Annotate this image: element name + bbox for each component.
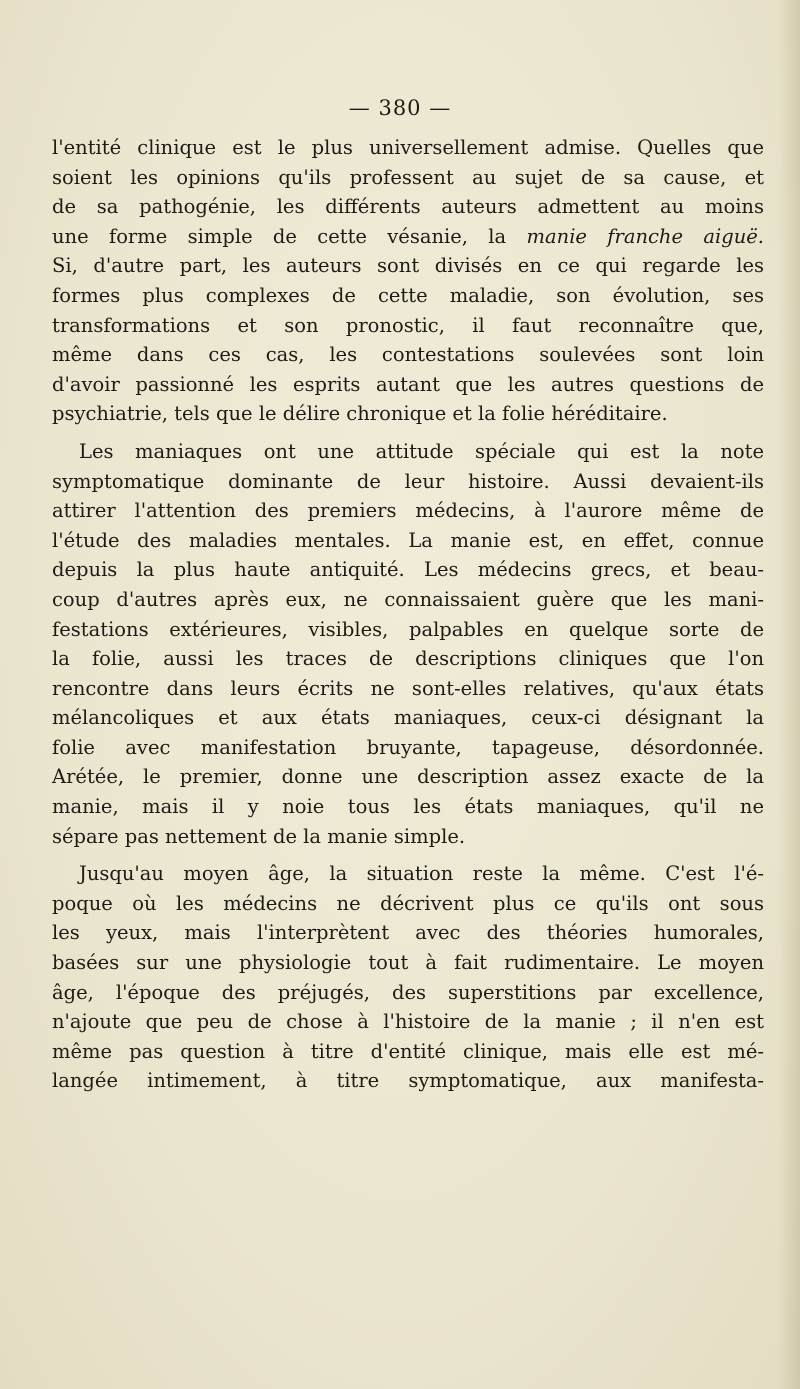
paragraph-3 xyxy=(52,859,764,1096)
text-line: formes plus complexes de cette maladie, son évolution, ses xyxy=(52,283,764,307)
text-line: n'ajoute que peu de chose à l'histoire de la manie ; il n'en est xyxy=(52,1010,764,1034)
paragraph-1 xyxy=(52,133,764,429)
text-line: symptomatique dominante de leur histoire. Aussi devaient-ils xyxy=(52,469,764,493)
text-line: mélancoliques et aux états maniaques, ceux-ci désignant la xyxy=(52,706,764,730)
text-line: même pas question à titre d'entité clinique, mais elle est mé- xyxy=(52,1039,764,1063)
text-line: l'étude des maladies mentales. La manie est, en effet, connue xyxy=(52,528,764,552)
text-line-with-italic xyxy=(52,222,764,252)
text-line: Si, d'autre part, les auteurs sont divisés en ce qui regarde les xyxy=(52,254,764,278)
page-edge-shadow xyxy=(778,0,800,1389)
text-line: Les maniaques ont une attitude spéciale qui est la note xyxy=(79,439,764,463)
text-line: d'avoir passionné les esprits autant que les autres questions de xyxy=(52,372,764,396)
text-line: poque où les médecins ne décrivent plus ce qu'ils ont sous xyxy=(52,891,764,915)
text-segment: une forme simple de cette vésanie, la xyxy=(52,224,507,248)
body-text xyxy=(52,133,764,1096)
text-line: festations extérieures, visibles, palpables en quelque sorte de xyxy=(52,617,764,641)
text-line: folie avec manifestation bruyante, tapageuse, désordonnée. xyxy=(52,735,764,759)
italic-phrase: manie franche aiguë. xyxy=(526,224,764,248)
text-line: rencontre dans leurs écrits ne sont-elles relatives, qu'aux états xyxy=(52,676,764,700)
text-line: soient les opinions qu'ils professent au sujet de sa cause, et xyxy=(52,165,764,189)
text-line: la folie, aussi les traces de descriptions cliniques que l'on xyxy=(52,647,764,671)
text-line: langée intimement, à titre symptomatique, aux manifesta- xyxy=(52,1069,764,1093)
text-line: même dans ces cas, les contestations soulevées sont loin xyxy=(52,343,764,367)
text-line: de sa pathogénie, les différents auteurs admettent au moins xyxy=(52,195,764,219)
text-line: Jusqu'au moyen âge, la situation reste la même. C'est l'é- xyxy=(79,862,764,886)
text-line: les yeux, mais l'interprètent avec des théories humorales, xyxy=(52,921,764,945)
text-line: depuis la plus haute antiquité. Les médecins grecs, et beau- xyxy=(52,558,764,582)
text-line: sépare pas nettement de la manie simple. xyxy=(52,824,466,848)
text-line: coup d'autres après eux, ne connaissaient guère que les mani- xyxy=(52,587,764,611)
text-line: attirer l'attention des premiers médecins, à l'aurore même de xyxy=(52,499,764,523)
paragraph-2 xyxy=(52,437,764,851)
text-line: Arétée, le premier, donne une description assez exacte de la xyxy=(52,765,764,789)
text-line: psychiatrie, tels que le délire chronique et la folie héréditaire. xyxy=(52,402,668,426)
page-number: — 380 — xyxy=(348,96,452,120)
text-line: basées sur une physiologie tout à fait rudimentaire. Le moyen xyxy=(52,951,764,975)
text-line: âge, l'époque des préjugés, des superstitions par excellence, xyxy=(52,980,764,1004)
text-line: transformations et son pronostic, il faut reconnaître que, xyxy=(52,313,764,337)
text-line: manie, mais il y noie tous les états maniaques, qu'il ne xyxy=(52,795,764,819)
text-line: l'entité clinique est le plus universellement admise. Quelles que xyxy=(52,136,764,159)
